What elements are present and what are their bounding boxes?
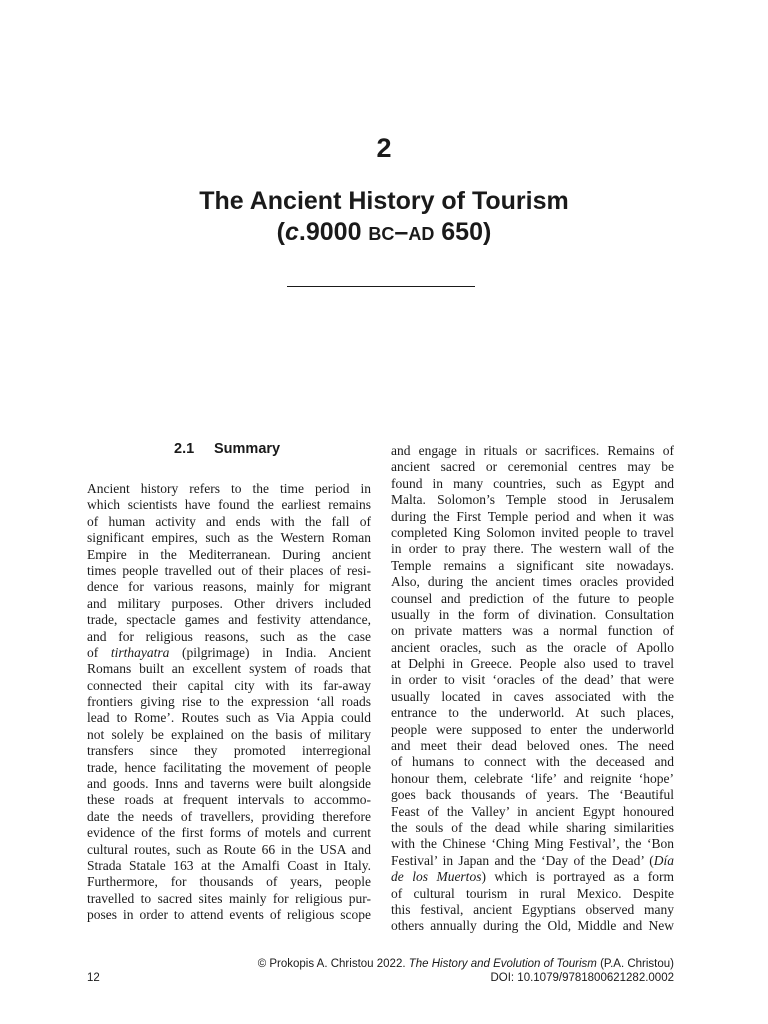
body-line: and for religious reasons, such as the case	[87, 628, 371, 644]
body-line	[391, 853, 674, 869]
body-line: trade, hence facilitating the movement of people	[87, 759, 371, 775]
body-line: lead to Rome’. Routes such as Via Appia could	[87, 710, 371, 726]
body-line: cultural routes, such as Route 66 in the USA and	[87, 841, 371, 857]
body-line: found in many countries, such as Egypt and	[391, 475, 674, 491]
italic-term: Día	[653, 852, 674, 868]
copyright-author: (P.A. Christou)	[596, 958, 674, 970]
body-line: and engage in rituals or sacrifices. Remains of	[391, 443, 674, 458]
body-line	[87, 645, 371, 661]
italic-term: de los Muertos	[391, 869, 482, 885]
body-line: completed King Solomon invited people to travel	[391, 524, 674, 540]
body-line: entrance to the underworld. At such places,	[391, 705, 674, 721]
chapter-title-line2	[0, 217, 768, 250]
body-line: frontiers giving rise to the expression ‘all roads	[87, 694, 371, 710]
body-line: not solely be explained on the basis of military	[87, 726, 371, 742]
body-line: this festival, ancient Egyptians observed many	[391, 901, 674, 917]
body-line: Ancient history refers to the time period in	[87, 481, 371, 496]
chapter-title-line1: The Ancient History of Tourism	[199, 187, 569, 215]
text-run: ) which is portrayed as a form	[481, 869, 674, 885]
body-line: of humans to connect with the deceased and	[391, 754, 674, 770]
body-line: and military purposes. Other drivers included	[87, 595, 371, 611]
body-line: ancient oracles, such as the oracle of Apollo	[391, 639, 674, 655]
book-title: The History and Evolution of Tourism	[408, 958, 597, 970]
body-line: poses in order to attend events of religious scope	[87, 907, 371, 923]
title-divider	[287, 286, 475, 287]
title-paren-open: (	[276, 218, 285, 246]
title-year-end: 650)	[434, 218, 492, 246]
body-line: in order to pray there. The western wall of the	[391, 541, 674, 557]
chapter-number: 2	[376, 133, 392, 163]
body-line: transfers since they promoted interregional	[87, 743, 371, 759]
title-era-bc: BC	[368, 224, 395, 244]
body-line: and goods. Inns and taverns were built alongside	[87, 776, 371, 792]
body-line: significant empires, such as the Western Roman	[87, 530, 371, 546]
body-line: travelled to sacred sites mainly for religious pur-	[87, 890, 371, 906]
body-line: which scientists have found the earliest remains	[87, 497, 371, 513]
body-line: and meet their dead beloved ones. The need	[391, 738, 674, 754]
title-year-start: .9000	[298, 218, 369, 246]
body-line: at Delphi in Greece. People also used to travel	[391, 656, 674, 672]
body-column-right	[391, 443, 674, 935]
body-line: Strada Statale 163 at the Amalfi Coast in Italy.	[87, 857, 371, 873]
body-line: goes back thousands of years. The ‘Beautiful	[391, 787, 674, 803]
chapter-title	[0, 186, 768, 250]
footer-copyright	[258, 957, 674, 971]
body-line: others annually during the Old, Middle and New	[391, 918, 674, 934]
title-era-ad: AD	[408, 224, 435, 244]
body-column-left	[87, 481, 371, 924]
page-number: 12	[87, 972, 100, 984]
body-line: Malta. Solomon’s Temple stood in Jerusalem	[391, 492, 674, 508]
body-line: date the needs of travellers, providing therefore	[87, 808, 371, 824]
copyright-text: © Prokopis A. Christou 2022.	[257, 958, 409, 970]
title-circa: c	[285, 218, 299, 246]
title-dash: –	[394, 218, 409, 246]
body-line: in order to visit ‘oracles of the dead’ that were	[391, 672, 674, 688]
body-line: times people travelled out of their places of resi-	[87, 562, 371, 578]
body-line: Romans built an excellent system of roads that	[87, 661, 371, 677]
body-line: connected their capital city with its far-away	[87, 677, 371, 693]
section-number: 2.1	[174, 441, 195, 457]
body-line: of human activity and ends with the fall of	[87, 513, 371, 529]
body-line: usually in the form of divination. Consultation	[391, 606, 674, 622]
body-line: Also, during the ancient times oracles provided	[391, 574, 674, 590]
body-line: the souls of the dead while sharing similarities	[391, 819, 674, 835]
italic-term: tirthayatra	[110, 644, 170, 660]
body-line: trade, spectacle games and festivity attendance,	[87, 612, 371, 628]
body-line: these roads at frequent intervals to accommo-	[87, 792, 371, 808]
text-run: of	[87, 644, 111, 660]
body-line	[391, 869, 674, 885]
text-run: (pilgrimage) in India. Ancient	[169, 644, 372, 660]
body-line: usually located in caves associated with the	[391, 688, 674, 704]
section-title: Summary	[214, 441, 281, 457]
body-line: dence for various reasons, mainly for migrant	[87, 579, 371, 595]
section-heading	[174, 441, 280, 457]
body-line: of cultural tourism in rural Mexico. Despite	[391, 885, 674, 901]
body-line: Furthermore, for thousands of years, people	[87, 874, 371, 890]
text-run: Festival’ in Japan and the ‘Day of the Dead’ (	[391, 852, 654, 868]
body-line: honour them, celebrate ‘life’ and reignite ‘hope’	[391, 770, 674, 786]
body-line: Temple remains a significant site nowadays.	[391, 557, 674, 573]
footer-doi: DOI: 10.1079/9781800621282.0002	[490, 972, 674, 984]
body-line: during the First Temple period and when it was	[391, 508, 674, 524]
body-line: people were supposed to enter the underworld	[391, 721, 674, 737]
body-line: Feast of the Valley’ in ancient Egypt honoured	[391, 803, 674, 819]
body-line: Empire in the Mediterranean. During ancient	[87, 546, 371, 562]
body-line: on private matters was a normal function of	[391, 623, 674, 639]
body-line: evidence of the first forms of motels and current	[87, 825, 371, 841]
body-line: counsel and prediction of the future to people	[391, 590, 674, 606]
body-line: with the Chinese ‘Ching Ming Festival’, the ‘Bon	[391, 836, 674, 852]
body-line: ancient sacred or ceremonial centres may be	[391, 459, 674, 475]
